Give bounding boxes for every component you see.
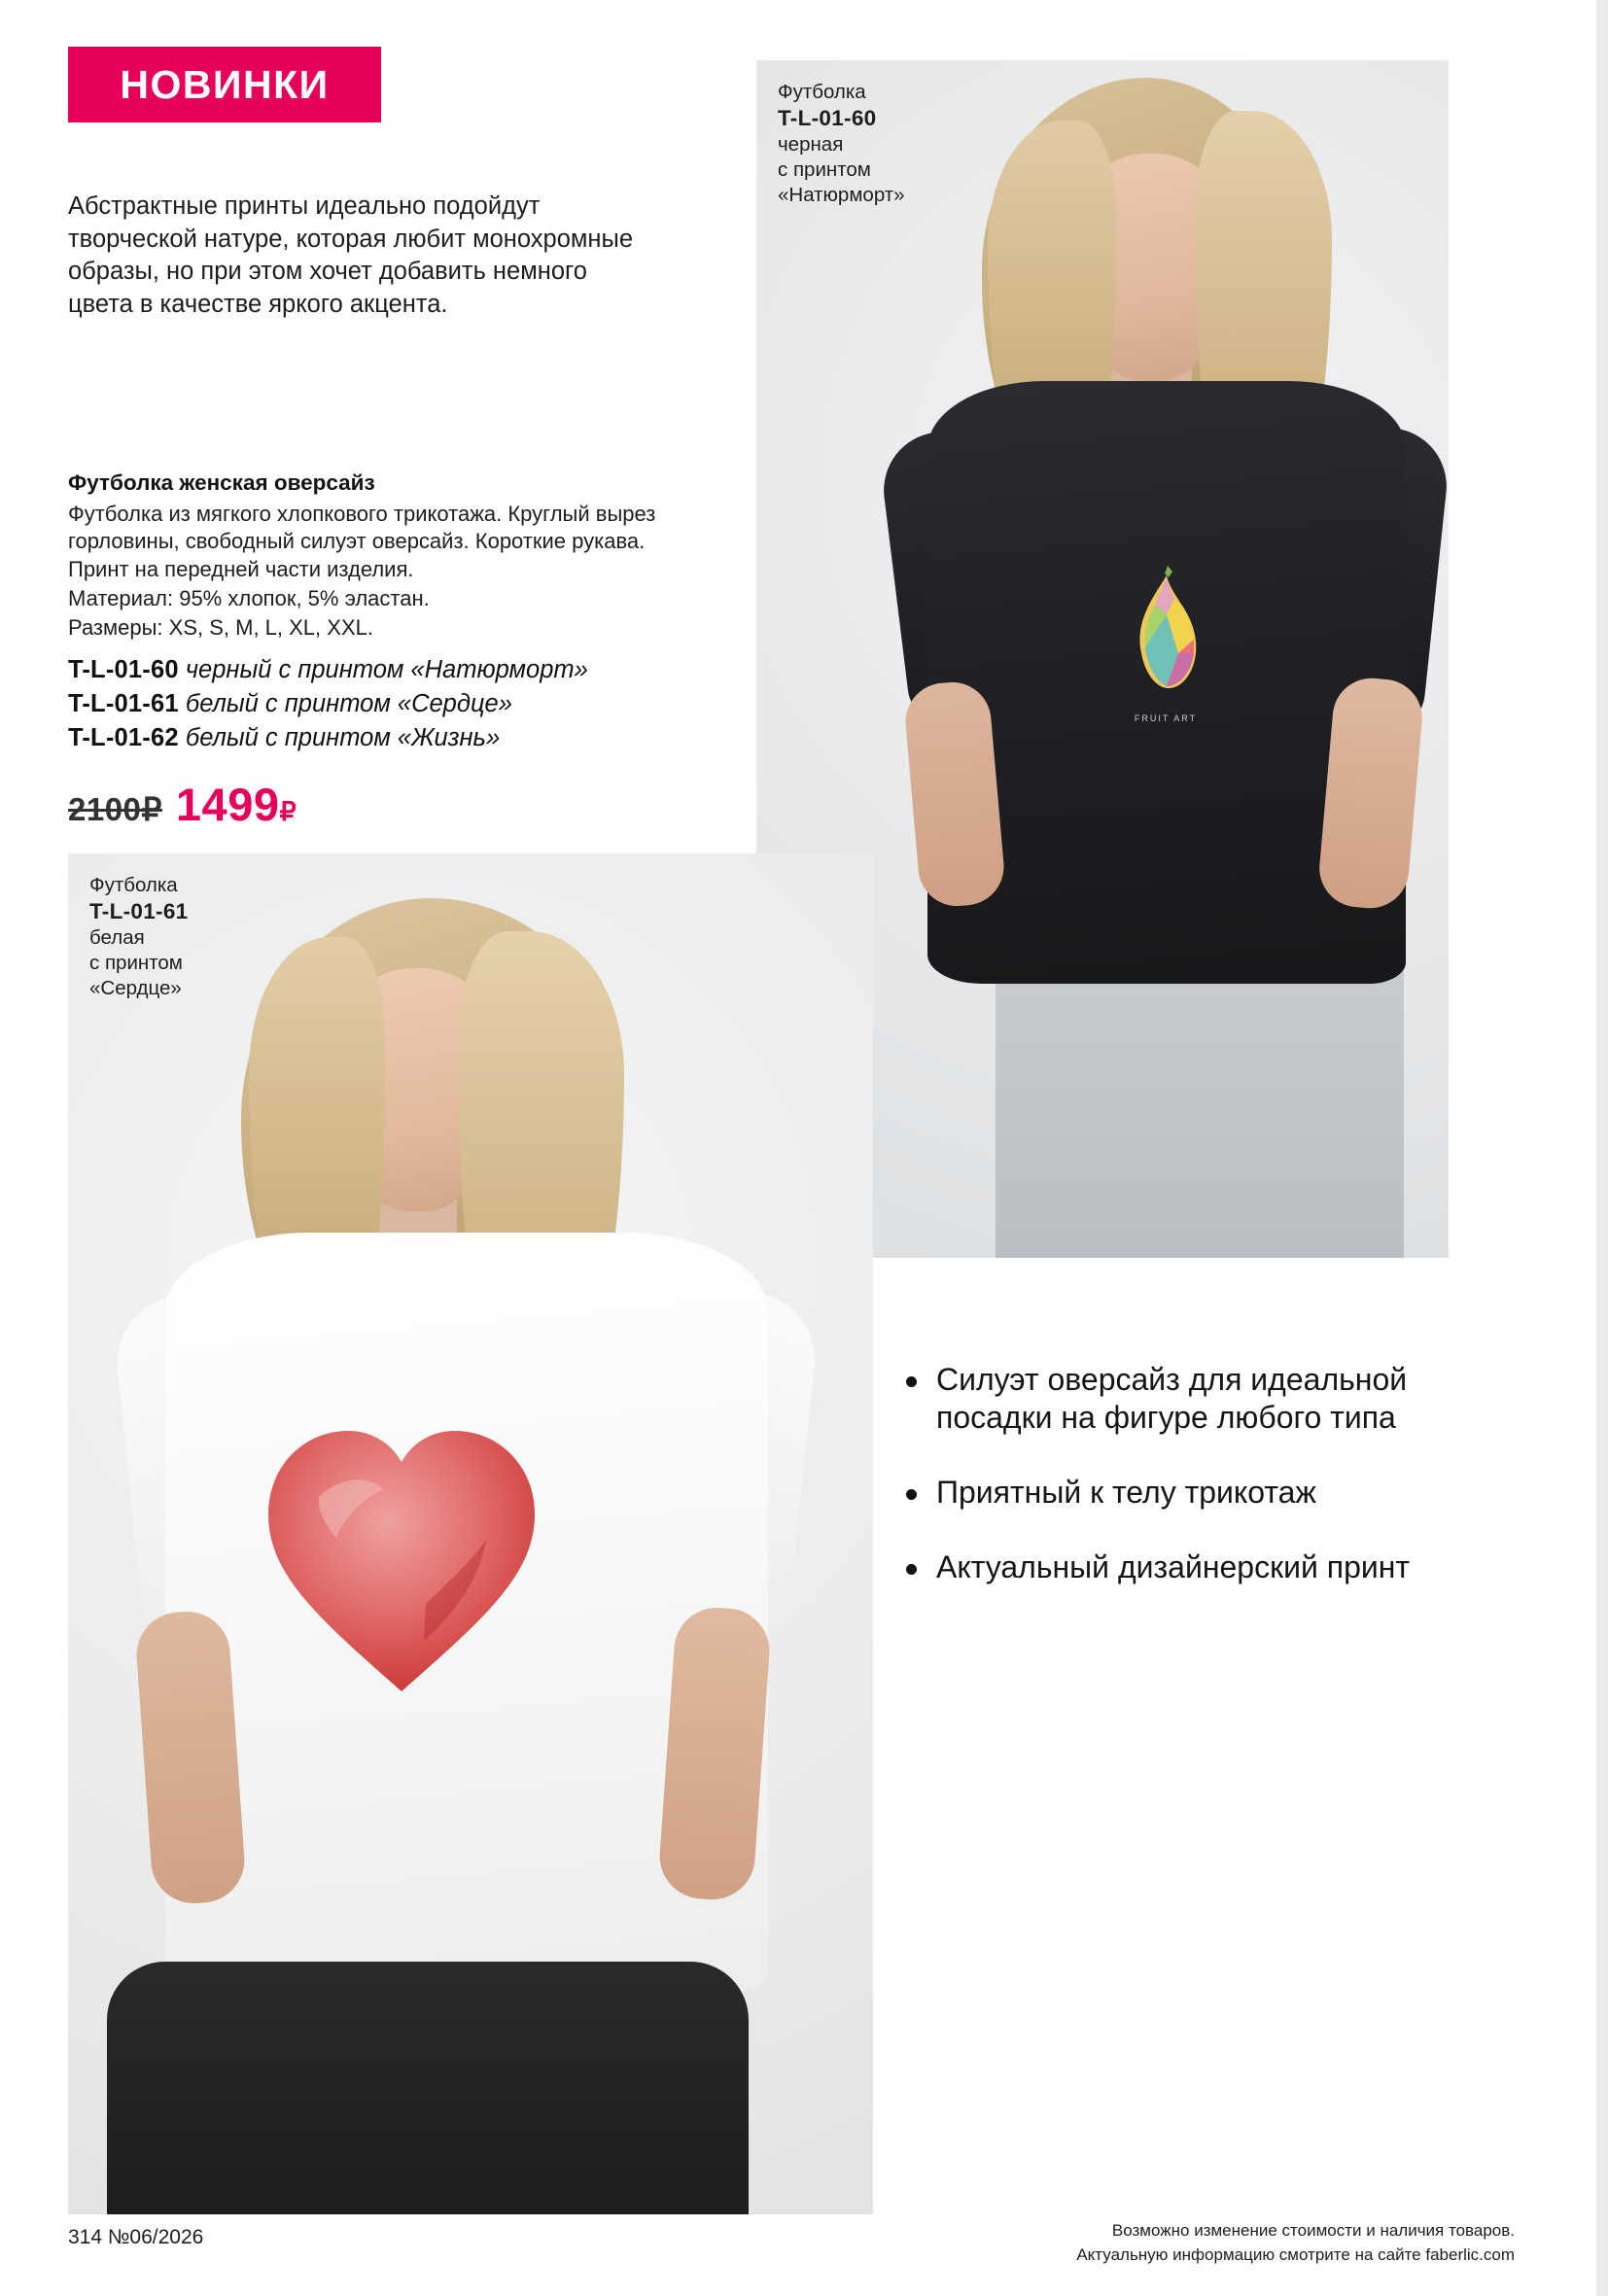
new-arrivals-badge-label: НОВИНКИ xyxy=(120,61,330,107)
variant-item xyxy=(68,653,710,687)
variant-name: белый с принтом «Жизнь» xyxy=(185,724,501,752)
bullet-text: Актуальный дизайнерский принт xyxy=(936,1549,1411,1585)
feature-bullet-list xyxy=(906,1361,1412,1623)
product-sizes: Размеры: XS, S, M, L, XL, XXL. xyxy=(68,614,373,640)
price-currency: ₽ xyxy=(279,797,297,826)
variant-code: T-L-01-62 xyxy=(68,724,179,752)
intro-paragraph: Абстрактные принты идеально подойдут творческой натуре, которая любит монохромные образы, но при этом хочет добавить немного цвета в качестве яркого акцента. xyxy=(68,192,634,318)
product-photo-white-tshirt xyxy=(68,853,873,2214)
variant-list xyxy=(68,653,710,756)
heart-print-icon xyxy=(261,1409,542,1701)
price-new-value: 1499 xyxy=(175,779,280,830)
caption-code: T-L-01-61 xyxy=(89,898,189,923)
caption-line-color: белая xyxy=(89,926,145,950)
caption-line-print: с принтом xyxy=(89,952,183,974)
caption-line-print-name: «Натюрморт» xyxy=(778,183,905,206)
footer-disclaimer xyxy=(951,2219,1515,2267)
disclaimer-line-2: Актуальную информацию смотрите на сайте faberlic.com xyxy=(1076,2244,1515,2264)
bullet-dot-icon xyxy=(906,1489,917,1500)
caption-line-print: с принтом xyxy=(778,158,871,181)
caption-line-color: черная xyxy=(778,133,844,157)
model-arm-right xyxy=(657,1605,773,1902)
bullet-text: Приятный к телу трикотаж xyxy=(936,1475,1316,1511)
white-tshirt-caption xyxy=(89,873,303,1001)
variant-name: белый с принтом «Сердце» xyxy=(185,690,512,718)
issue-number: №06/2026 xyxy=(107,2226,204,2248)
bullet-text: Силуэт оверсайз для идеальной посадки на фигуре любого типа xyxy=(936,1362,1408,1436)
caption-line-print-name: «Сердце» xyxy=(89,976,182,999)
model-black-jeans xyxy=(107,1962,749,2214)
bullet-dot-icon xyxy=(906,1376,917,1387)
caption-line-product: Футболка xyxy=(778,81,866,103)
product-title: Футболка женская оверсайз xyxy=(68,470,375,495)
product-material: Материал: 95% хлопок, 5% эластан. xyxy=(68,585,430,610)
price-old: 2100₽ xyxy=(68,791,162,827)
print-caption: FRUIT ART xyxy=(1134,713,1198,723)
pear-print-icon xyxy=(1112,564,1219,706)
caption-code: T-L-01-60 xyxy=(778,105,877,130)
variant-code: T-L-01-61 xyxy=(68,690,179,718)
product-description-block xyxy=(68,469,710,756)
page-number: 314 xyxy=(68,2226,103,2248)
list-item xyxy=(906,1548,1412,1586)
variant-name: черный с принтом «Натюрморт» xyxy=(185,656,588,684)
caption-line-product: Футболка xyxy=(89,874,178,896)
footer-page-info xyxy=(68,2226,203,2249)
bullet-dot-icon xyxy=(906,1564,917,1575)
variant-code: T-L-01-60 xyxy=(68,656,179,684)
disclaimer-line-1: Возможно изменение стоимости и наличия товаров. xyxy=(1111,2221,1515,2240)
new-arrivals-badge xyxy=(68,47,381,122)
list-item xyxy=(906,1361,1412,1437)
price-new xyxy=(176,778,297,831)
list-item xyxy=(906,1474,1412,1512)
page-edge-strip xyxy=(1596,0,1608,2296)
variant-item xyxy=(68,687,710,721)
black-tshirt-caption xyxy=(778,80,1001,208)
product-description: Футболка из мягкого хлопкового трикотажа. Круглый вырез горловины, свободный силуэт оверсайз. Короткие рукава. Принт на передней части изделия. xyxy=(68,502,656,581)
price-row xyxy=(68,778,297,831)
variant-item xyxy=(68,721,710,755)
